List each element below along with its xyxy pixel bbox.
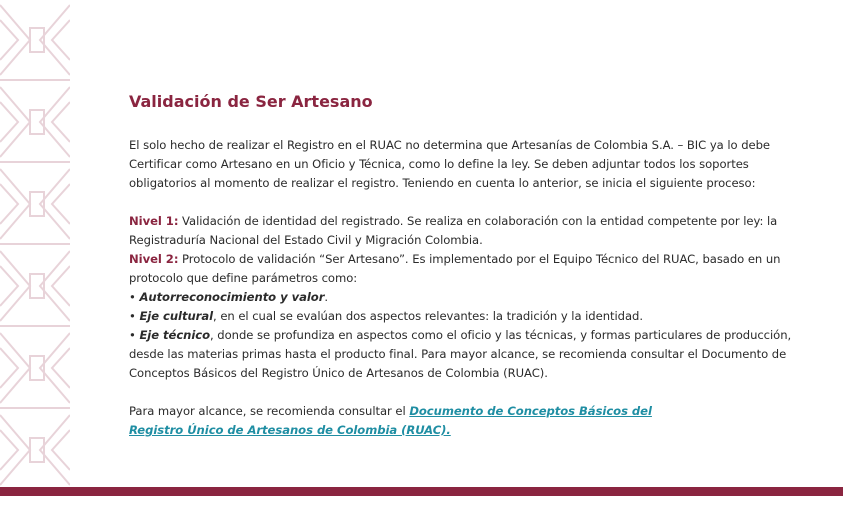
level-2-paragraph xyxy=(129,250,809,288)
closing-text: Para mayor alcance, se recomienda consultar el xyxy=(129,404,410,418)
bullet-text: . xyxy=(324,290,329,304)
level-1-paragraph xyxy=(129,212,809,250)
page-title: Validación de Ser Artesano xyxy=(129,92,373,111)
level-1-text: Validación de identidad del registrado. Se realiza en colaboración con la entidad competente por ley: la Registraduría Nacional del Estado Civil y Migración Colombia. xyxy=(129,214,778,247)
level-2-label: Nivel 2: xyxy=(129,252,179,266)
decorative-pattern xyxy=(0,0,70,520)
level-2-text: Protocolo de validación “Ser Artesano”. Es implementado por el Equipo Técnico del RUAC, basado en un protocolo que define parámetros como: xyxy=(129,252,781,285)
bullet-icon: • xyxy=(129,290,140,304)
bullet-icon: • xyxy=(129,309,140,323)
bullet-text: , donde se profundiza en aspectos como el oficio y las técnicas, y formas particulares de producción, desde las materias primas hasta el producto final. Para mayor alcance, se recomienda consultar el Documento de Conceptos Básicos del Registro Único de Artesanos de Colombia (RUAC). xyxy=(129,328,792,380)
level-1-label: Nivel 1: xyxy=(129,214,179,228)
bullet-bold: Eje técnico xyxy=(139,328,211,342)
main-content xyxy=(129,91,809,440)
closing-paragraph xyxy=(129,402,809,440)
bullet-bold: Eje cultural xyxy=(139,309,214,323)
document-link-line-1[interactable]: Documento de Conceptos Básicos del xyxy=(409,404,652,418)
footer-bar xyxy=(0,487,843,496)
bullet-bold: Autorreconocimiento y valor xyxy=(139,290,325,304)
bullet-item xyxy=(129,288,809,307)
document-link-line-2[interactable]: Registro Único de Artesanos de Colombia (RUAC). xyxy=(129,423,451,437)
bullet-item xyxy=(129,307,809,326)
bullet-icon: • xyxy=(129,328,140,342)
intro-paragraph: El solo hecho de realizar el Registro en el RUAC no determina que Artesanías de Colombia S.A. – BIC ya lo debe Certificar como Artesano en un Oficio y Técnica, como lo define la ley. Se deben adjuntar todos los soportes obligatorios al momento de realizar el registro. Teniendo en cuenta lo anterior, se inicia el siguiente proceso: xyxy=(129,138,770,190)
bullet-text: , en el cual se evalúan dos aspectos relevantes: la tradición y la identidad. xyxy=(213,309,643,323)
bullet-item xyxy=(129,326,809,383)
